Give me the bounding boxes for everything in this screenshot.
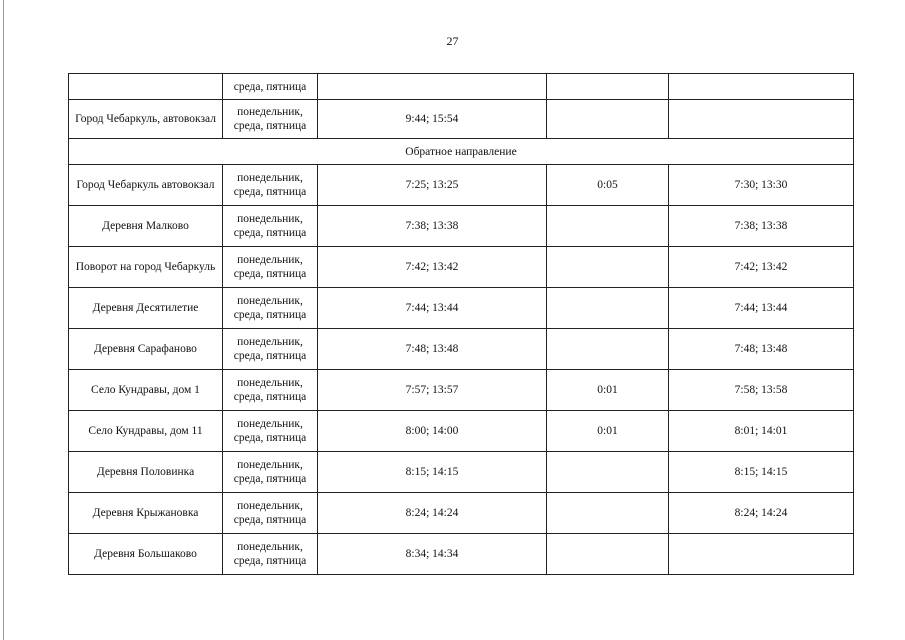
- days-cell: понедельник, среда, пятница: [223, 370, 318, 411]
- departure-cell: 8:01; 14:01: [669, 411, 854, 452]
- stop-cell: Деревня Малково: [69, 206, 223, 247]
- days-cell: понедельник, среда, пятница: [223, 534, 318, 575]
- table-row: [69, 74, 854, 100]
- arrival-cell: 8:34; 14:34: [318, 534, 547, 575]
- stay-cell: [547, 288, 669, 329]
- departure-cell: [669, 100, 854, 139]
- section-row: [69, 139, 854, 165]
- schedule-table: [68, 73, 854, 575]
- departure-cell: [669, 534, 854, 575]
- page-number: 27: [446, 34, 459, 48]
- stay-cell: 0:01: [547, 411, 669, 452]
- table-row: [69, 329, 854, 370]
- stop-cell: Село Кундравы, дом 11: [69, 411, 223, 452]
- stay-cell: 0:05: [547, 165, 669, 206]
- table-row: [69, 411, 854, 452]
- arrival-cell: 8:24; 14:24: [318, 493, 547, 534]
- page-edge-line: [3, 0, 4, 640]
- stay-cell: [547, 100, 669, 139]
- stay-cell: [547, 247, 669, 288]
- arrival-cell: 7:42; 13:42: [318, 247, 547, 288]
- stay-cell: [547, 452, 669, 493]
- days-cell: понедельник, среда, пятница: [223, 329, 318, 370]
- departure-cell: 7:48; 13:48: [669, 329, 854, 370]
- departure-cell: [669, 74, 854, 100]
- stop-cell: Деревня Сарафаново: [69, 329, 223, 370]
- stay-cell: [547, 329, 669, 370]
- arrival-cell: 8:15; 14:15: [318, 452, 547, 493]
- table-row: [69, 534, 854, 575]
- departure-cell: 7:42; 13:42: [669, 247, 854, 288]
- table-row: [69, 206, 854, 247]
- stop-cell: Деревня Десятилетие: [69, 288, 223, 329]
- days-cell: понедельник, среда, пятница: [223, 165, 318, 206]
- arrival-cell: [318, 74, 547, 100]
- stay-cell: [547, 206, 669, 247]
- departure-cell: 7:44; 13:44: [669, 288, 854, 329]
- stay-cell: 0:01: [547, 370, 669, 411]
- table-row: [69, 165, 854, 206]
- table-row: [69, 247, 854, 288]
- days-cell: понедельник, среда, пятница: [223, 493, 318, 534]
- schedule-body: [69, 74, 854, 575]
- stop-cell: Село Кундравы, дом 1: [69, 370, 223, 411]
- departure-cell: 8:15; 14:15: [669, 452, 854, 493]
- departure-cell: 8:24; 14:24: [669, 493, 854, 534]
- departure-cell: 7:38; 13:38: [669, 206, 854, 247]
- days-cell: понедельник, среда, пятница: [223, 206, 318, 247]
- stay-cell: [547, 534, 669, 575]
- days-cell: понедельник, среда, пятница: [223, 452, 318, 493]
- stop-cell: Поворот на город Чебаркуль: [69, 247, 223, 288]
- departure-cell: 7:30; 13:30: [669, 165, 854, 206]
- table-row: [69, 288, 854, 329]
- stop-cell: Деревня Половинка: [69, 452, 223, 493]
- arrival-cell: 9:44; 15:54: [318, 100, 547, 139]
- arrival-cell: 7:38; 13:38: [318, 206, 547, 247]
- arrival-cell: 7:48; 13:48: [318, 329, 547, 370]
- arrival-cell: 7:25; 13:25: [318, 165, 547, 206]
- arrival-cell: 7:57; 13:57: [318, 370, 547, 411]
- stop-cell: [69, 74, 223, 100]
- departure-cell: 7:58; 13:58: [669, 370, 854, 411]
- table-row: [69, 100, 854, 139]
- days-cell: понедельник, среда, пятница: [223, 247, 318, 288]
- stay-cell: [547, 74, 669, 100]
- stop-cell: Город Чебаркуль автовокзал: [69, 165, 223, 206]
- days-cell: понедельник, среда, пятница: [223, 288, 318, 329]
- section-title: Обратное направление: [69, 139, 854, 165]
- arrival-cell: 7:44; 13:44: [318, 288, 547, 329]
- days-cell: понедельник, среда, пятница: [223, 100, 318, 139]
- table-row: [69, 452, 854, 493]
- table-row: [69, 370, 854, 411]
- stay-cell: [547, 493, 669, 534]
- stop-cell: Город Чебаркуль, автовокзал: [69, 100, 223, 139]
- arrival-cell: 8:00; 14:00: [318, 411, 547, 452]
- days-cell: понедельник, среда, пятница: [223, 411, 318, 452]
- table-row: [69, 493, 854, 534]
- days-cell: среда, пятница: [223, 74, 318, 100]
- stop-cell: Деревня Крыжановка: [69, 493, 223, 534]
- stop-cell: Деревня Большаково: [69, 534, 223, 575]
